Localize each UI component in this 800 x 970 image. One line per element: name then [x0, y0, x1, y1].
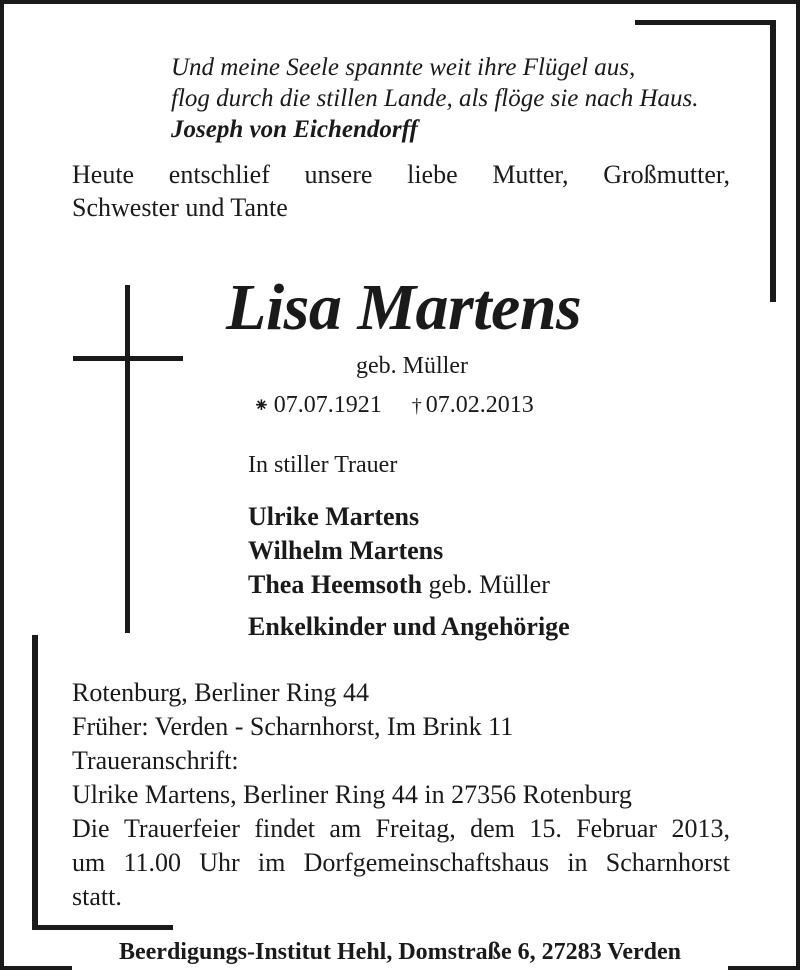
- frame-top-right-vertical: [770, 20, 776, 302]
- intro-word: Großmutter,: [603, 160, 730, 189]
- intro-word: liebe: [407, 160, 458, 189]
- address-line: Rotenburg, Berliner Ring 44: [72, 678, 370, 707]
- mourner-suffix: geb. Müller: [428, 570, 550, 599]
- birth-star-icon: ⁕: [253, 395, 270, 417]
- address-line: Ulrike Martens, Berliner Ring 44 in 27356 Rotenburg: [72, 780, 632, 809]
- service-word: Dorfgemeinschaftshaus: [303, 848, 550, 877]
- intro-word: Mutter,: [492, 160, 569, 189]
- address-block: [72, 676, 730, 914]
- mourners-others: Enkelkinder und Angehörige: [248, 612, 570, 641]
- maiden-name: geb. Müller: [356, 353, 468, 379]
- service-line-1: [72, 812, 730, 846]
- service-word: Trauerfeier: [123, 814, 240, 843]
- poem-line-2: flog durch die stillen Lande, als flöge sie nach Haus.: [171, 85, 699, 112]
- intro-text: [72, 158, 730, 224]
- intro-word: Heute: [72, 160, 135, 189]
- service-word: 11.00: [123, 848, 182, 877]
- service-word: 2013,: [671, 814, 730, 843]
- service-word: dem: [470, 814, 515, 843]
- birth-date: 07.07.1921: [273, 392, 382, 418]
- intro-line-2: Schwester und Tante: [72, 193, 288, 222]
- service-word: Uhr: [199, 848, 240, 877]
- intro-word: unsere: [304, 160, 373, 189]
- frame-bottom-left-horizontal: [32, 925, 173, 930]
- service-word: im: [257, 848, 286, 877]
- mourner-entry: [248, 568, 570, 602]
- death-dagger-icon: †: [411, 395, 422, 417]
- service-line-3: statt.: [72, 882, 122, 911]
- service-word: um: [72, 848, 106, 877]
- poem-line-1: Und meine Seele spannte weit ihre Flügel aus,: [171, 54, 636, 81]
- address-line: Früher: Verden - Scharnhorst, Im Brink 11: [72, 712, 514, 741]
- mourner-name: Thea Heemsoth: [248, 570, 423, 599]
- service-word: Scharnhorst: [605, 848, 730, 877]
- deceased-name: Lisa Martens: [226, 271, 582, 344]
- mourning-heading: In stiller Trauer: [248, 452, 398, 478]
- poem-author: Joseph von Eichendorff: [171, 116, 418, 143]
- service-word: Die: [72, 814, 110, 843]
- service-word: in: [567, 848, 588, 877]
- service-word: Freitag,: [375, 814, 456, 843]
- funeral-home-footer: Beerdigungs-Institut Hehl, Domstraße 6, 27283 Verden: [118, 939, 682, 965]
- death-date: 07.02.2013: [425, 392, 534, 418]
- intro-word: entschlief: [168, 160, 270, 189]
- life-dates: [253, 392, 534, 419]
- service-line-2: [72, 846, 730, 880]
- service-word: findet: [254, 814, 315, 843]
- cross-vertical-bar: [125, 285, 130, 633]
- service-word: am: [329, 814, 362, 843]
- service-word: Februar: [576, 814, 658, 843]
- frame-bottom-left-vertical: [32, 635, 38, 930]
- mourner-name: Ulrike Martens: [248, 502, 420, 531]
- frame-top-right-horizontal: [635, 20, 776, 25]
- poem: [171, 52, 699, 145]
- service-word: 15.: [529, 814, 562, 843]
- mourners-list: [248, 500, 570, 644]
- address-line: Traueranschrift:: [72, 746, 239, 775]
- intro-line-1: [72, 158, 730, 191]
- mourner-name: Wilhelm Martens: [248, 536, 444, 565]
- cross-horizontal-bar: [73, 356, 183, 361]
